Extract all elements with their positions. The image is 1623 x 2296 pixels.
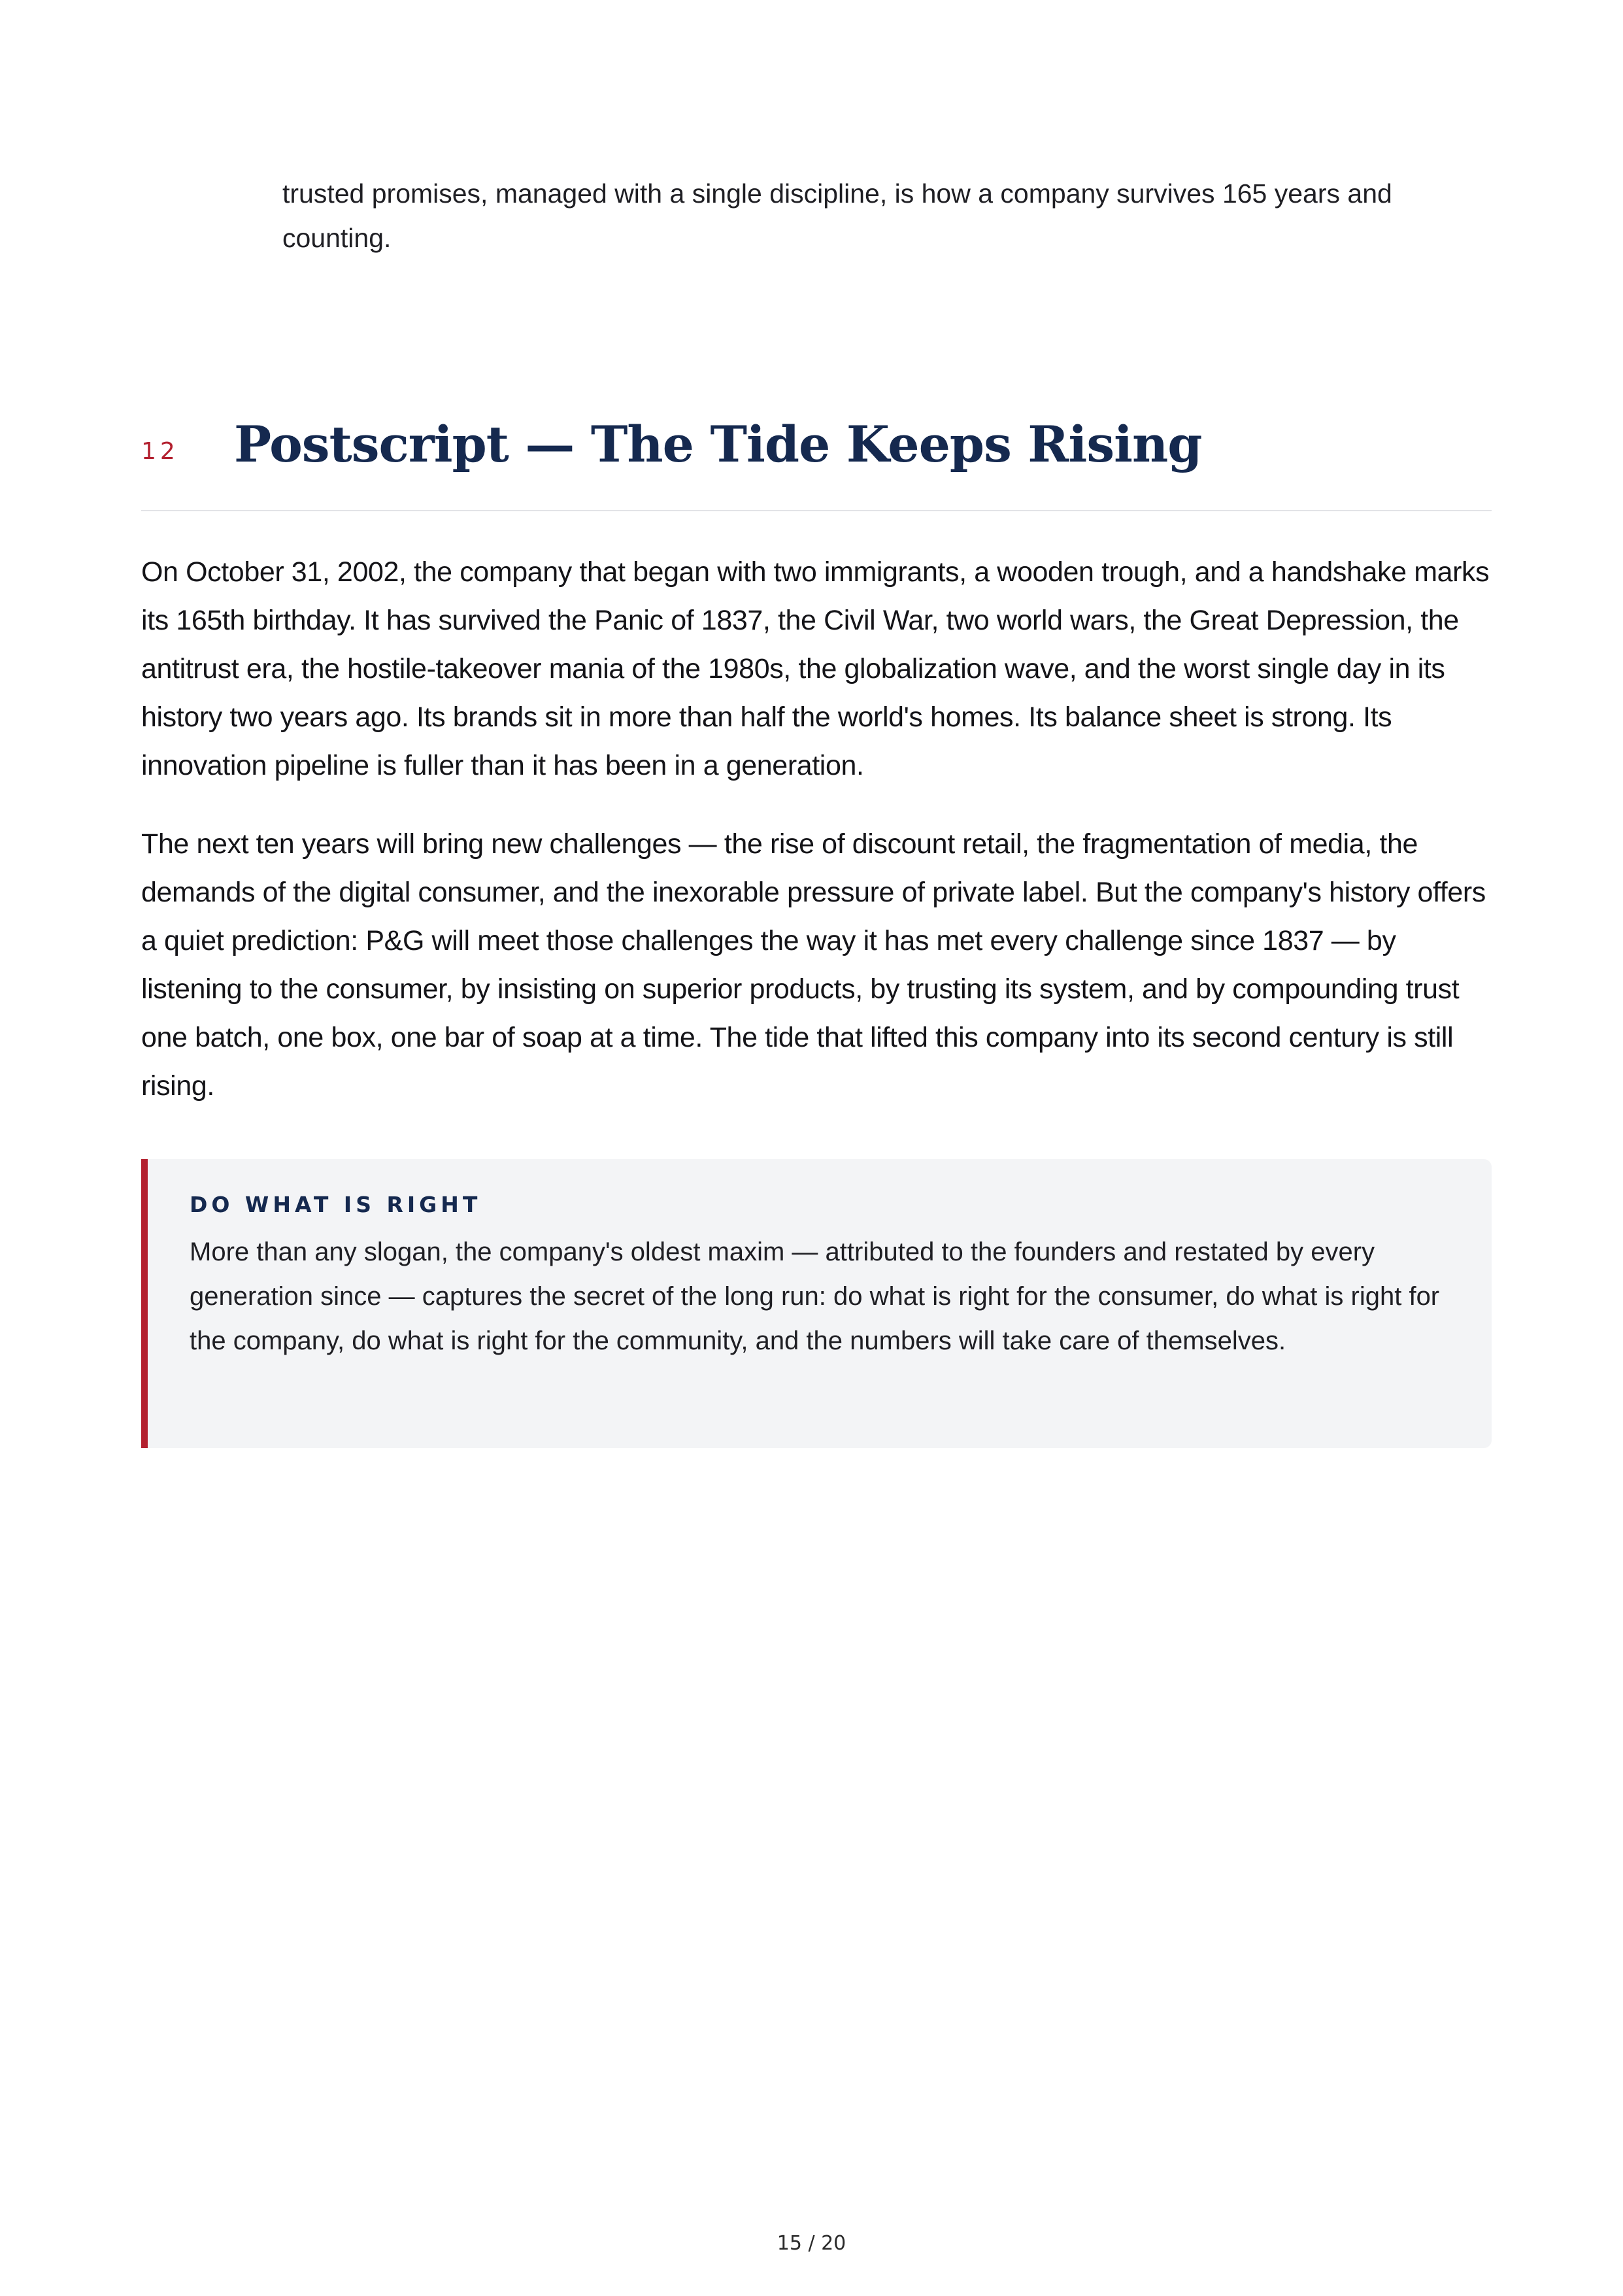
section-body [141, 548, 1492, 1140]
body-paragraph-1: On October 31, 2002, the company that began with two immigrants, a wooden trough, and a handshake marks its 165th birthday. It has survived the Panic of 1837, the Civil War, two world wars, the Great Depression, the antitrust era, the hostile-takeover mania of the 1980s, the globalization wave, and the worst single day in its history two years ago. Its brands sit in more than half the world's homes. Its balance sheet is strong. Its innovation pipeline is fuller than it has been in a generation. [141, 556, 1490, 781]
callout-label: DO WHAT IS RIGHT [190, 1192, 482, 1217]
section-title: Postscript — The Tide Keeps Rising [234, 415, 1202, 473]
body-paragraph-2: The next ten years will bring new challenges — the rise of discount retail, the fragmentation of media, the demands of the digital consumer, and the inexorable pressure of private label. But the company's history offers a quiet prediction: P&G will meet those challenges the way it has met every challenge since 1837 — by listening to the consumer, by insisting on superior products, by trusting its system, and by compounding trust one batch, one box, one bar of soap at a time. The tide that lifted this company into its second century is still rising. [141, 828, 1486, 1102]
document-page [141, 0, 1492, 2296]
section-number: 12 [141, 438, 179, 465]
callout-box [141, 1159, 1492, 1448]
page-indicator: 15 / 20 [777, 2232, 846, 2255]
section-header [141, 405, 1492, 511]
continued-paragraph: trusted promises, managed with a single discipline, is how a company survives 165 years and counting. [282, 178, 1392, 253]
callout-text: More than any slogan, the company's oldest maxim — attributed to the founders and restated by every generation since — captures the secret of the long run: do what is right for the consumer, do what is right for the company, do what is right for the community, and the numbers will take care of themselves. [190, 1238, 1440, 1355]
